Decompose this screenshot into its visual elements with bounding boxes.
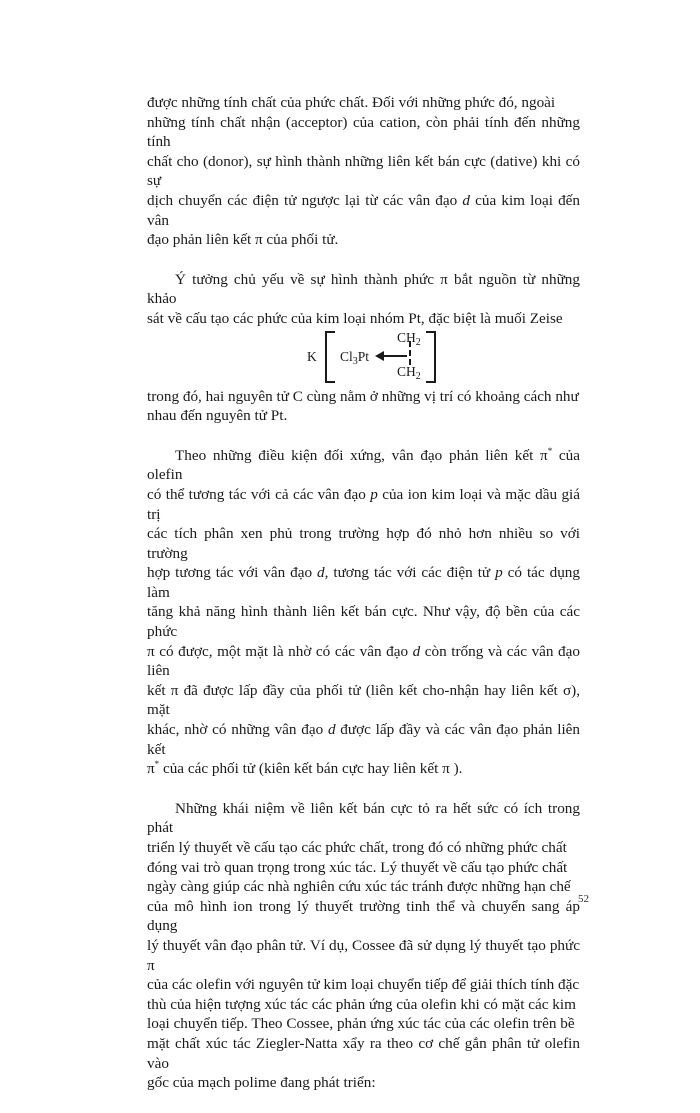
text-line: trong đó, hai nguyên tử C cùng nằm ở những vị trí có khoảng cách như [147,387,579,405]
text-run: có thể tương tác với cả các vân đạo [147,485,371,503]
paragraph-5 [147,799,580,1093]
text-line [147,485,580,524]
arrow-shaft [381,355,407,357]
text-run: Theo những điều kiện đối xứng, vân đạo phản liên kết π [175,446,548,464]
italic-d: d [412,642,421,660]
formula-ligand-bottom [397,362,421,382]
text-run: được lấp đầy và các vân đạo phản liên kết [147,721,580,758]
superscript-star: * [547,445,553,456]
text-line: lý thuyết vân đạo phân tử. Ví dụ, Cossee đã sử dụng lý thuyết tạo phức π [147,936,580,974]
paragraph-2 [147,270,580,329]
formula-metal-group [340,347,369,367]
ch-label: CH [397,329,416,345]
right-bracket [426,331,436,383]
text-line [147,563,580,602]
text-line: những tính chất nhận (acceptor) của cation, còn phải tính đến những tính [147,113,580,151]
text-line [147,642,580,681]
formula-cation: K [307,348,317,364]
paragraph-1 [147,93,580,250]
text-run: dịch chuyển các điện tử ngược lại từ các vân đạo [147,191,463,209]
paragraph-4 [147,446,580,779]
ch-label: CH [397,363,416,379]
text-line [147,759,580,779]
text-line: loại chuyển tiếp. Theo Cossee, phản ứng xúc tác của các olefin trên bề [147,1015,575,1033]
text-run: có tác dụng làm [147,564,580,601]
text-line: mặt chất xúc tác Ziegler-Natta xẩy ra theo cơ chế gắn phân tử olefin vào [147,1034,580,1072]
text-line: đạo phản liên kết π của phối tử. [147,231,339,249]
zeise-salt-formula [147,329,580,385]
text-run: π [147,760,155,778]
subscript: 3 [352,355,358,367]
text-run: khác, nhờ có những vân đạo [147,721,328,739]
text-line: của mô hình ion trong lý thuyết trường tinh thể và chuyển sang áp dụng [147,897,580,935]
text-line: đóng vai trò quan trọng trong xúc tác. Lý thuyết về cấu tạo phức chất [147,858,568,876]
text-line: các tích phân xen phủ trong trường hợp đó nhỏ hơn nhiều so với trường [147,525,580,562]
italic-d: d [462,191,470,209]
text-run: còn trống và các vân đạo liên [147,642,580,680]
text-line: ngày càng giúp các nhà nghiên cứu xúc tác tránh được những hạn chế [147,878,571,896]
text-line: tăng khả năng hình thành liên kết bán cực. Như vậy, độ bền của các phức [147,603,580,641]
platinum-label: Pt [357,348,370,364]
subscript: 2 [415,370,421,382]
text-run: π có được, một mặt là nhờ có các vân đạo [147,642,413,660]
text-run: của ion kim loại và mặc dầu giá trị [147,485,580,523]
text-line: Những khái niệm về liên kết bán cực tỏ ra hết sức có ích trong phát [147,799,580,837]
italic-d: d [327,721,336,739]
text-line: kết π đã được lấp đầy của phối tử (liên kết cho-nhận hay liên kết σ), mặt [147,681,580,719]
text-line: nhau đến nguyên tử Pt. [147,407,288,425]
italic-p: p [495,564,503,582]
text-run: của các phối tử (kiên kết bán cực hay liên kết π ). [159,760,463,778]
chlorine-label: Cl [340,348,353,364]
text-line: Ý tưởng chủ yếu về sự hình thành phức π bắt nguồn từ những khảo [147,270,580,308]
text-line: của các olefin với nguyên tử kim loại chuyển tiếp để giải thích tính đặc [147,976,580,994]
text-line: được những tính chất của phức chất. Đối với những phức đó, ngoài [147,94,556,111]
text-line [147,191,580,230]
text-run: của kim loại đến vân [147,191,580,229]
subscript: 2 [415,336,421,348]
page-number: 52 [578,893,589,905]
text-line: sát về cấu tạo các phức của kim loại nhóm Pt, đặc biệt là muối Zeise [147,309,563,327]
text-line: triển lý thuyết về cấu tạo các phức chất, trong đó có những phức chất [147,839,567,856]
text-run: của olefin [147,446,581,484]
italic-d: d [317,564,325,582]
paragraph-3 [147,387,580,426]
text-line: thù của hiện tượng xúc tác các phản ứng của olefin khi có mặt các kim [147,995,576,1013]
italic-p: p [370,485,378,503]
text-run: hợp tương tác với vân đạo [147,564,318,582]
superscript-star: * [154,759,160,770]
text-line: chất cho (donor), sự hình thành những liên kết bán cực (dative) khi có sự [147,152,580,190]
text-line: gốc của mạch polime đang phát triển: [147,1074,376,1092]
text-line [147,720,580,759]
left-bracket [325,331,335,383]
text-line [147,447,580,484]
text-run: , tương tác với các điện tử [324,564,496,582]
